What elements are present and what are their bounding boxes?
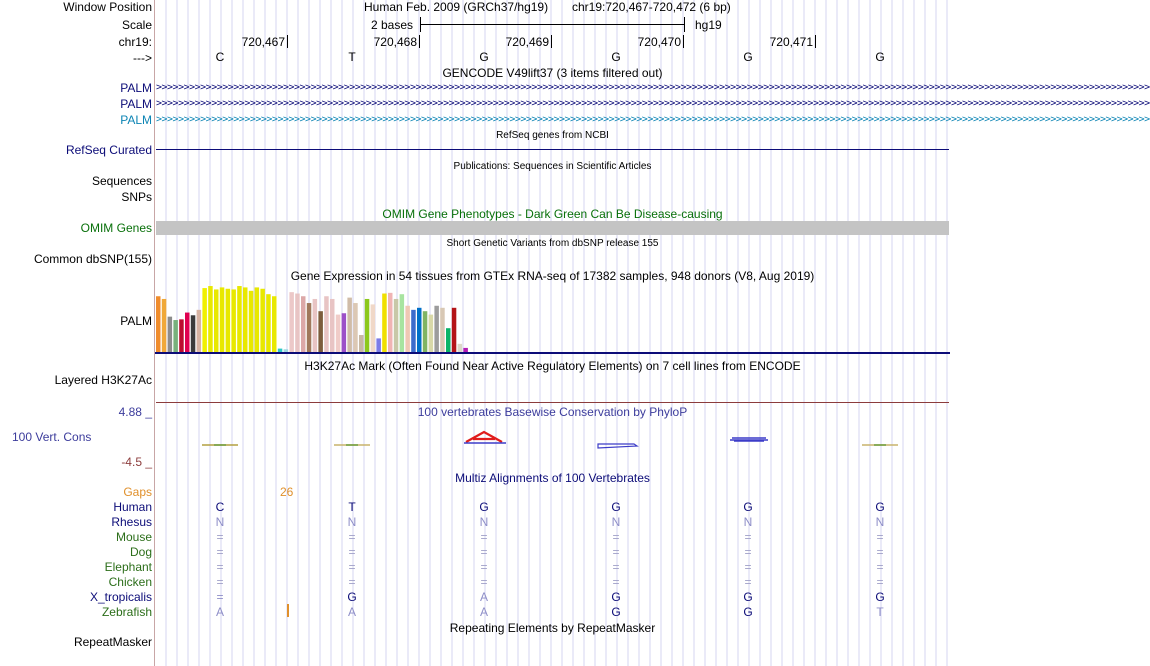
refseq-label[interactable]: RefSeq Curated xyxy=(65,143,152,157)
phylop-min-label: -4.5 _ xyxy=(121,455,152,469)
gtex-tissue-bar[interactable] xyxy=(446,328,451,352)
alignment-base: = xyxy=(876,530,884,544)
alignment-base: N xyxy=(743,515,753,529)
refseq-gene-line[interactable] xyxy=(156,149,949,150)
alignment-base: = xyxy=(480,545,488,559)
species-label[interactable]: Elephant xyxy=(104,560,152,574)
dbsnp-label[interactable]: Common dbSNP(155) xyxy=(33,252,152,266)
gtex-tissue-bar[interactable] xyxy=(458,344,463,352)
scale-bar xyxy=(420,24,684,25)
alignment-base: C xyxy=(215,500,225,514)
alignment-base: = xyxy=(876,560,884,574)
reference-base: G xyxy=(611,50,621,64)
gtex-tissue-bar[interactable] xyxy=(214,289,219,352)
alignment-base: G xyxy=(743,590,753,604)
gtex-tissue-bar[interactable] xyxy=(440,308,445,352)
gtex-tissue-bar[interactable] xyxy=(226,289,231,352)
gtex-tissue-bar[interactable] xyxy=(179,319,184,352)
alignment-base: = xyxy=(612,560,620,574)
alignment-base: G xyxy=(611,590,621,604)
species-label[interactable]: Dog xyxy=(129,545,152,559)
gtex-tissue-bar[interactable] xyxy=(289,292,294,352)
alignment-base: = xyxy=(744,545,752,559)
gtex-tissue-bar[interactable] xyxy=(220,287,225,352)
gtex-tissue-bar[interactable] xyxy=(388,293,393,352)
alignment-base: = xyxy=(348,560,356,574)
scale-db: hg19 xyxy=(695,18,722,32)
gtex-tissue-bar[interactable] xyxy=(237,286,242,352)
gencode-item-label[interactable]: PALM xyxy=(120,81,152,95)
alignment-base: = xyxy=(216,590,224,604)
gtex-tissue-bar[interactable] xyxy=(266,294,271,352)
multiz-title: Multiz Alignments of 100 Vertebrates xyxy=(455,471,650,485)
gtex-tissue-bar[interactable] xyxy=(423,311,428,352)
phylop-title: 100 vertebrates Basewise Conservation by PhyloP xyxy=(417,405,688,419)
alignment-base: G xyxy=(875,590,885,604)
refseq-title: RefSeq genes from NCBI xyxy=(496,130,609,141)
gtex-tissue-bar[interactable] xyxy=(156,296,161,352)
reference-base: G xyxy=(743,50,753,64)
alignment-base: N xyxy=(479,515,489,529)
alignment-base: = xyxy=(216,575,224,589)
alignment-base: = xyxy=(744,575,752,589)
phylop-max-label: 4.88 _ xyxy=(118,405,152,419)
alignment-base: = xyxy=(480,560,488,574)
h3k27ac-label[interactable]: Layered H3K27Ac xyxy=(54,373,152,387)
alignment-base: N xyxy=(215,515,225,529)
alignment-base: N xyxy=(347,515,357,529)
phylop-label[interactable]: 100 Vert. Cons xyxy=(12,430,92,444)
gencode-transcript[interactable]: >>>>>>>>>>>>>>>>>>>>>>>>>>>>>>>>>>>>>>>>>>>>>>>>>>>>>>>>>>>>>>>>>>>>>>>>>>>>>>>>>>>>>>>>>>>>>>>>>>>>>>>>>>>>>>>>>>>>>>>>>>>>>>>>>>>>>>>>>>>>>>>>>>>>>>>>>>>>>>>>>>>>>>>>>>>>>>>>>>>> xyxy=(156,82,1150,93)
gtex-tissue-bar[interactable] xyxy=(249,291,254,352)
phylop-score[interactable] xyxy=(464,432,506,443)
phylop-score[interactable] xyxy=(730,438,768,441)
ruler-tick xyxy=(287,35,288,48)
alignment-base: = xyxy=(480,530,488,544)
alignment-base: = xyxy=(480,575,488,589)
gtex-tissue-bar[interactable] xyxy=(394,299,399,352)
alignment-base: N xyxy=(875,515,885,529)
species-label[interactable]: Mouse xyxy=(115,530,152,544)
ruler-tick-label: 720,470 xyxy=(637,35,681,49)
alignment-base: T xyxy=(876,605,884,619)
species-label[interactable]: Rhesus xyxy=(111,515,152,529)
alignment-base: = xyxy=(612,530,620,544)
alignment-base: = xyxy=(216,545,224,559)
reference-base: T xyxy=(348,50,356,64)
gtex-tissue-bar[interactable] xyxy=(185,313,190,352)
gtex-tissue-bar[interactable] xyxy=(162,299,167,352)
gencode-title: GENCODE V49lift37 (3 items filtered out) xyxy=(442,66,663,80)
gtex-tissue-bar[interactable] xyxy=(342,313,347,352)
alignment-base: = xyxy=(348,530,356,544)
ruler-tick-label: 720,468 xyxy=(373,35,417,49)
gtex-tissue-bar[interactable] xyxy=(400,294,405,352)
ruler-tick xyxy=(683,35,684,48)
strand-label: ---> xyxy=(133,51,152,65)
gtex-tissue-bar[interactable] xyxy=(417,308,422,352)
gtex-tissue-bar[interactable] xyxy=(347,298,352,352)
alignment-base: A xyxy=(479,605,488,619)
species-label[interactable]: X_tropicalis xyxy=(89,590,152,604)
gtex-tissue-bar[interactable] xyxy=(173,320,178,352)
alignment-base: N xyxy=(611,515,621,529)
gtex-tissue-bar[interactable] xyxy=(168,317,173,352)
gtex-tissue-bar[interactable] xyxy=(260,289,265,352)
gtex-tissue-bar[interactable] xyxy=(243,287,248,352)
alignment-base: = xyxy=(876,575,884,589)
assembly-title[interactable]: Human Feb. 2009 (GRCh37/hg19) xyxy=(364,0,549,14)
alignment-base: = xyxy=(744,560,752,574)
phylop-chart[interactable] xyxy=(155,420,950,460)
ruler-tick xyxy=(551,35,552,48)
gtex-tissue-bar[interactable] xyxy=(202,288,207,352)
alignment-base: = xyxy=(612,545,620,559)
gtex-tissue-bar[interactable] xyxy=(284,349,289,352)
gtex-tissue-bar[interactable] xyxy=(295,294,300,352)
dbsnp-title: Short Genetic Variants from dbSNP release 155 xyxy=(446,238,659,249)
gtex-tissue-bar[interactable] xyxy=(318,311,323,352)
alignment-base: G xyxy=(479,500,489,514)
alignment-base: G xyxy=(875,500,885,514)
gtex-tissue-bar[interactable] xyxy=(330,299,335,352)
repeatmasker-label[interactable]: RepeatMasker xyxy=(73,635,152,649)
gtex-tissue-bar[interactable] xyxy=(197,310,202,352)
scale-bar-right-end xyxy=(684,17,685,32)
alignment-base: = xyxy=(744,530,752,544)
alignment-base: = xyxy=(216,560,224,574)
gtex-expression-chart[interactable] xyxy=(155,284,950,356)
alignment-base: G xyxy=(743,605,753,619)
gencode-item-label[interactable]: PALM xyxy=(120,113,152,127)
sequences-label[interactable]: Sequences xyxy=(91,174,152,188)
species-label[interactable]: Chicken xyxy=(108,575,152,589)
scale-bar-left-end xyxy=(420,17,421,32)
gencode-transcript[interactable]: >>>>>>>>>>>>>>>>>>>>>>>>>>>>>>>>>>>>>>>>>>>>>>>>>>>>>>>>>>>>>>>>>>>>>>>>>>>>>>>>>>>>>>>>>>>>>>>>>>>>>>>>>>>>>>>>>>>>>>>>>>>>>>>>>>>>>>>>>>>>>>>>>>>>>>>>>>>>>>>>>>>>>>>>>>>>>>>>>>>> xyxy=(156,98,1150,109)
phylop-score[interactable] xyxy=(598,444,637,448)
gtex-tissue-bar[interactable] xyxy=(434,306,439,352)
gaps-label: Gaps xyxy=(123,485,152,499)
ruler-tick xyxy=(815,35,816,48)
gtex-tissue-bar[interactable] xyxy=(359,335,364,352)
gtex-tissue-bar[interactable] xyxy=(429,315,434,352)
alignment-base: A xyxy=(215,605,224,619)
gtex-tissue-bar[interactable] xyxy=(191,315,196,352)
repeatmasker-title: Repeating Elements by RepeatMasker xyxy=(449,621,656,635)
gtex-tissue-bar[interactable] xyxy=(353,303,358,352)
alignment-base: A xyxy=(479,590,488,604)
gtex-label[interactable]: PALM xyxy=(120,314,152,328)
reference-base: G xyxy=(875,50,885,64)
ruler-tick-label: 720,467 xyxy=(241,35,285,49)
alignment-base: = xyxy=(348,545,356,559)
scale-label: Scale xyxy=(121,18,152,32)
gtex-tissue-bar[interactable] xyxy=(255,287,260,352)
gtex-tissue-bar[interactable] xyxy=(307,303,312,352)
h3k27ac-title: H3K27Ac Mark (Often Found Near Active Regulatory Elements) on 7 cell lines from ENCODE xyxy=(304,359,801,373)
gtex-tissue-bar[interactable] xyxy=(301,296,306,352)
alignment-base: A xyxy=(347,605,356,619)
scale-text: 2 bases xyxy=(371,18,414,32)
alignment-base: G xyxy=(743,500,753,514)
species-label[interactable]: Zebrafish xyxy=(101,605,152,619)
gencode-transcript[interactable]: >>>>>>>>>>>>>>>>>>>>>>>>>>>>>>>>>>>>>>>>>>>>>>>>>>>>>>>>>>>>>>>>>>>>>>>>>>>>>>>>>>>>>>>>>>>>>>>>>>>>>>>>>>>>>>>>>>>>>>>>>>>>>>>>>>>>>>>>>>>>>>>>>>>>>>>>>>>>>>>>>>>>>>>>>>>>>>>>>>>> xyxy=(156,114,1150,125)
gtex-tissue-bar[interactable] xyxy=(208,286,213,352)
gtex-tissue-bar[interactable] xyxy=(382,294,387,352)
gaps-value: 26 xyxy=(280,485,294,499)
gencode-item-label[interactable]: PALM xyxy=(120,97,152,111)
ruler-tick-label: 720,469 xyxy=(505,35,549,49)
zebrafish-insertion-mark xyxy=(287,604,289,617)
omim-title: OMIM Gene Phenotypes - Dark Green Can Be Disease-causing xyxy=(382,207,723,221)
gtex-tissue-bar[interactable] xyxy=(411,310,416,352)
gtex-tissue-bar[interactable] xyxy=(452,308,457,352)
h3k27ac-baseline xyxy=(156,402,949,403)
alignment-base: = xyxy=(348,575,356,589)
window-position-label: Window Position xyxy=(63,0,152,14)
alignment-base: = xyxy=(876,545,884,559)
alignment-base: = xyxy=(216,530,224,544)
gtex-title: Gene Expression in 54 tissues from GTEx RNA-seq of 17382 samples, 948 donors (V8, Aug 2019) xyxy=(290,269,815,283)
alignment-base: G xyxy=(611,605,621,619)
gtex-tissue-bar[interactable] xyxy=(371,304,376,352)
gtex-tissue-bar[interactable] xyxy=(324,296,329,352)
gtex-tissue-bar[interactable] xyxy=(463,348,468,352)
gtex-tissue-bar[interactable] xyxy=(278,349,283,352)
position-text[interactable]: chr19:720,467-720,472 (6 bp) xyxy=(572,0,731,14)
gtex-tissue-bar[interactable] xyxy=(365,299,370,352)
gtex-tissue-bar[interactable] xyxy=(336,315,341,352)
gtex-tissue-bar[interactable] xyxy=(376,338,381,352)
ruler-tick-label: 720,471 xyxy=(769,35,813,49)
publications-title: Publications: Sequences in Scientific Articles xyxy=(453,161,652,172)
snps-label[interactable]: SNPs xyxy=(121,190,152,204)
omim-label[interactable]: OMIM Genes xyxy=(80,221,152,235)
alignment-base: G xyxy=(611,500,621,514)
gtex-tissue-bar[interactable] xyxy=(405,306,410,352)
omim-gene-bar[interactable] xyxy=(156,221,949,235)
gtex-tissue-bar[interactable] xyxy=(231,289,236,352)
species-label[interactable]: Human xyxy=(113,500,152,514)
gtex-tissue-bar[interactable] xyxy=(272,296,277,352)
reference-base: G xyxy=(479,50,489,64)
reference-base: C xyxy=(215,50,225,64)
alignment-base: T xyxy=(348,500,356,514)
alignment-base: G xyxy=(347,590,357,604)
chrom-label: chr19: xyxy=(118,35,152,49)
ruler-tick xyxy=(419,35,420,48)
alignment-base: = xyxy=(612,575,620,589)
gtex-tissue-bar[interactable] xyxy=(313,299,318,352)
